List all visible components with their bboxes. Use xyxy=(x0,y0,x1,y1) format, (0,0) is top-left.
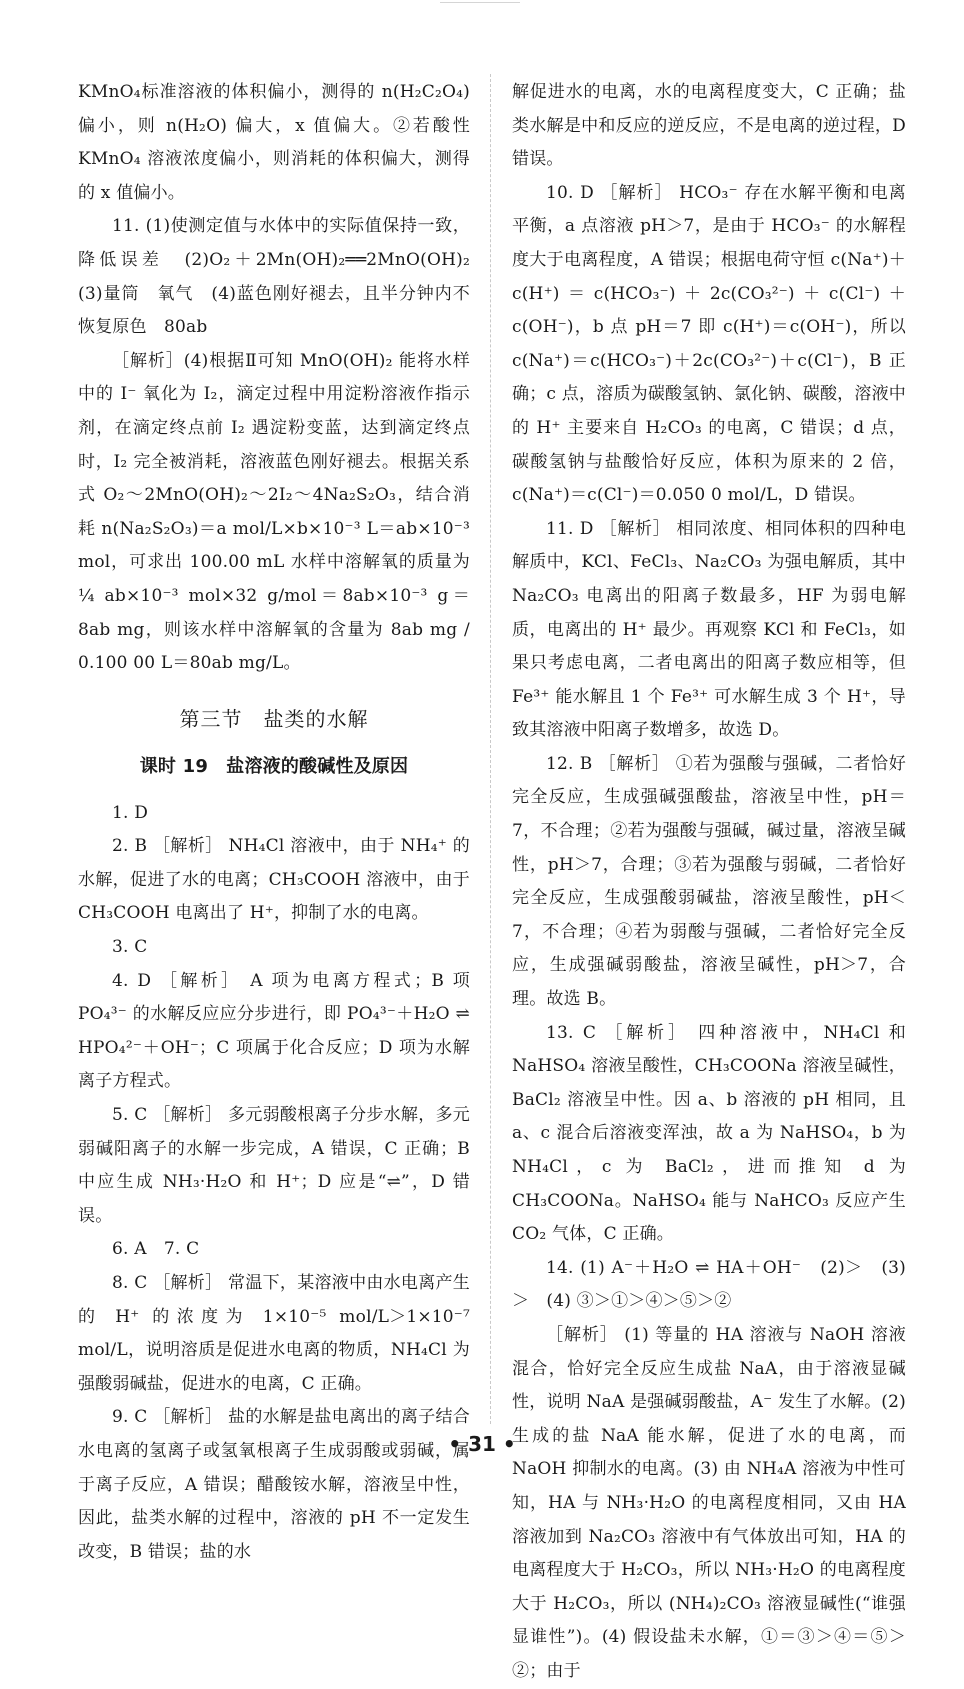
answer-4: 4. D ［解析］ A 项为电离方程式；B 项 PO₄³⁻ 的水解反应应分步进行，即 PO₄³⁻＋H₂O ⇌ HPO₄²⁻＋OH⁻；C 项属于化合反应；D 项为水解离子方程式。 xyxy=(78,970,470,1092)
answer-2: 2. B ［解析］ NH₄Cl 溶液中，由于 NH₄⁺ 的水解，促进了水的电离；CH₃COOH 溶液中，由于 CH₃COOH 电离出了 H⁺，抑制了水的电离。 xyxy=(78,836,470,924)
answer-12: 12. B ［解析］ ①若为强酸与强碱，二者恰好完全反应，生成强碱强酸盐，溶液呈中性，pH＝7，不合理；②若为强酸与强碱，碱过量，溶液呈碱性，pH＞7，合理；③若为强酸与弱碱，二者恰好完全反应，生成强酸弱碱盐，溶液呈酸性，pH＜7，不合理；④若为弱酸与强碱，二者恰好完全反应，生成强碱弱酸盐，溶液呈碱性，pH＞7，合理。故选 B。 xyxy=(512,753,906,1010)
paragraph: KMnO₄标准溶液的体积偏小，测得的 n(H₂C₂O₄) 偏小，则 n(H₂O) 偏大，x 值偏大。②若酸性 KMnO₄ 溶液浓度偏小，则消耗的体积偏大，测得的 x 值偏小。 xyxy=(78,82,470,203)
section-title: 第三节 盐类的水解 xyxy=(179,706,369,731)
answer-5: 5. C ［解析］ 多元弱酸根离子分步水解，多元弱碱阳离子的水解一步完成，A 错误，C 正确；B 中应生成 NH₃·H₂O 和 H⁺；D 应是“⇌”，D 错误。 xyxy=(78,1105,470,1226)
answer-3: 3. C xyxy=(112,937,148,958)
answer-1: 1. D xyxy=(112,802,149,823)
header-rule xyxy=(440,2,520,9)
paragraph: 解促进水的电离，水的电离程度变大，C 正确；盐类水解是中和反应的逆反应，不是电离的逆过程，D 错误。 xyxy=(512,82,906,170)
analysis-14: ［解析］ (1) 等量的 HA 溶液与 NaOH 溶液混合，恰好完全反应生成盐 NaA，由于溶液显碱性，说明 NaA 是强碱弱酸盐，A⁻ 发生了水解。(2) 生成的盐 NaA 能水解，促进了水的电离，而 NaOH 抑制水的电离。(3) 由 NH₄A 溶液为中性可知，HA 与 NH₃·H₂O 的电离程度相同，又由 HA 溶液加到 Na₂CO₃ 溶液中有气体放出可知，HA 的电离程度大于 H₂CO₃，所以 NH₃·H₂O 的电离程度大于 H₂CO₃，所以 (NH₄)₂CO₃ 溶液显碱性(“谁强显谁性”)。(4) 假设盐未水解，①＝③＞④＝⑤＞②；由于 xyxy=(512,1324,906,1681)
answer-11: 11. D ［解析］ 相同浓度、相同体积的四种电解质中，KCl、FeCl₃、Na₂CO₃ 为强电解质，其中 Na₂CO₃ 电离出的阳离子数最多，HF 为弱电解质，电离出的 H⁺ 最少。再观察 KCl 和 FeCl₃，如果只考虑电离，二者电离出的阳离子数应相等，但 Fe³⁺ 能水解且 1 个 Fe³⁺ 可水解生成 3 个 H⁺，导致其溶液中阳离子数增多，故选 D。 xyxy=(512,518,906,741)
page-number: • 31 • xyxy=(448,1432,516,1456)
answer-13: 13. C ［解析］ 四种溶液中，NH₄Cl 和 NaHSO₄ 溶液呈酸性，CH₃COONa 溶液呈碱性，BaCl₂ 溶液呈中性。因 a、b 溶液的 pH 相同，且 a、c 混合后溶液变浑浊，故 a 为 NaHSO₄，b 为 NH₄Cl，c 为 BaCl₂，进而推知 d 为 CH₃COONa。NaHSO₄ 能与 NaHCO₃ 反应产生 CO₂ 气体，C 正确。 xyxy=(512,1022,906,1245)
answer-8: 8. C ［解析］ 常温下，某溶液中由水电离产生的 H⁺ 的浓度为 1×10⁻⁵ mol/L＞1×10⁻⁷ mol/L，说明溶质是促进水电离的物质，NH₄Cl 为强酸弱碱盐，促进水的电离，C 正确。 xyxy=(78,1273,470,1394)
column-divider xyxy=(490,74,491,1424)
answer-6-7: 6. A 7. C xyxy=(112,1239,200,1260)
analysis-11: ［解析］(4)根据Ⅱ可知 MnO(OH)₂ 能将水样中的 I⁻ 氧化为 I₂，滴定过程中用淀粉溶液作指示剂，在滴定终点前 I₂ 遇淀粉变蓝，达到滴定终点时，I₂ 完全被消耗，溶液蓝色刚好褪去。根据关系式 O₂～2MnO(OH)₂～2I₂～4Na₂S₂O₃，结合消耗 n(Na₂S₂O₃)＝a mol/L×b×10⁻³ L＝ab×10⁻³ mol，可求出 100.00 mL 水样中溶解氧的质量为 ¼ ab×10⁻³ mol×32 g/mol＝8ab×10⁻³ g＝8ab mg，则该水样中溶解氧的含量为 8ab mg / 0.100 00 L＝80ab mg/L。 xyxy=(78,350,470,674)
answer-9: 9. C ［解析］ 盐的水解是盐电离出的离子结合水电离的氢离子或氢氧根离子生成弱酸或弱碱，属于离子反应，A 错误；醋酸铵水解，溶液呈中性，因此，盐类水解的过程中，溶液的 pH 不一定发生改变，B 错误；盐的水 xyxy=(78,1407,470,1562)
answer-10: 10. D ［解析］ HCO₃⁻ 存在水解平衡和电离平衡，a 点溶液 pH＞7，是由于 HCO₃⁻ 的水解程度大于电离程度，A 错误；根据电荷守恒 c(Na⁺)＋c(H⁺)＝c(HCO₃⁻)＋2c(CO₃²⁻)＋c(Cl⁻)＋c(OH⁻)，b 点 pH＝7 即 c(H⁺)＝c(OH⁻)，所以 c(Na⁺)＝c(HCO₃⁻)＋2c(CO₃²⁻)＋c(Cl⁻)，B 正确；c 点，溶质为碳酸氢钠、氯化钠、碳酸，溶液中的 H⁺ 主要来自 H₂CO₃ 的电离，C 错误；d 点，碳酸氢钠与盐酸恰好反应，体积为原来的 2 倍，c(Na⁺)＝c(Cl⁻)＝0.050 0 mol/L，D 错误。 xyxy=(512,182,906,506)
lesson-title: 课时 19 盐溶液的酸碱性及原因 xyxy=(139,755,409,777)
answer-11: 11. (1)使测定值与水体中的实际值保持一致，降低误差 (2)O₂＋2Mn(OH)₂══2MnO(OH)₂ (3)量筒 氧气 (4)蓝色刚好褪去，且半分钟内不恢复原色 80ab xyxy=(78,216,488,338)
answer-14: 14. (1) A⁻＋H₂O ⇌ HA＋OH⁻ (2)＞ (3)＞ (4) ③＞①＞④＞⑤＞② xyxy=(512,1257,906,1312)
